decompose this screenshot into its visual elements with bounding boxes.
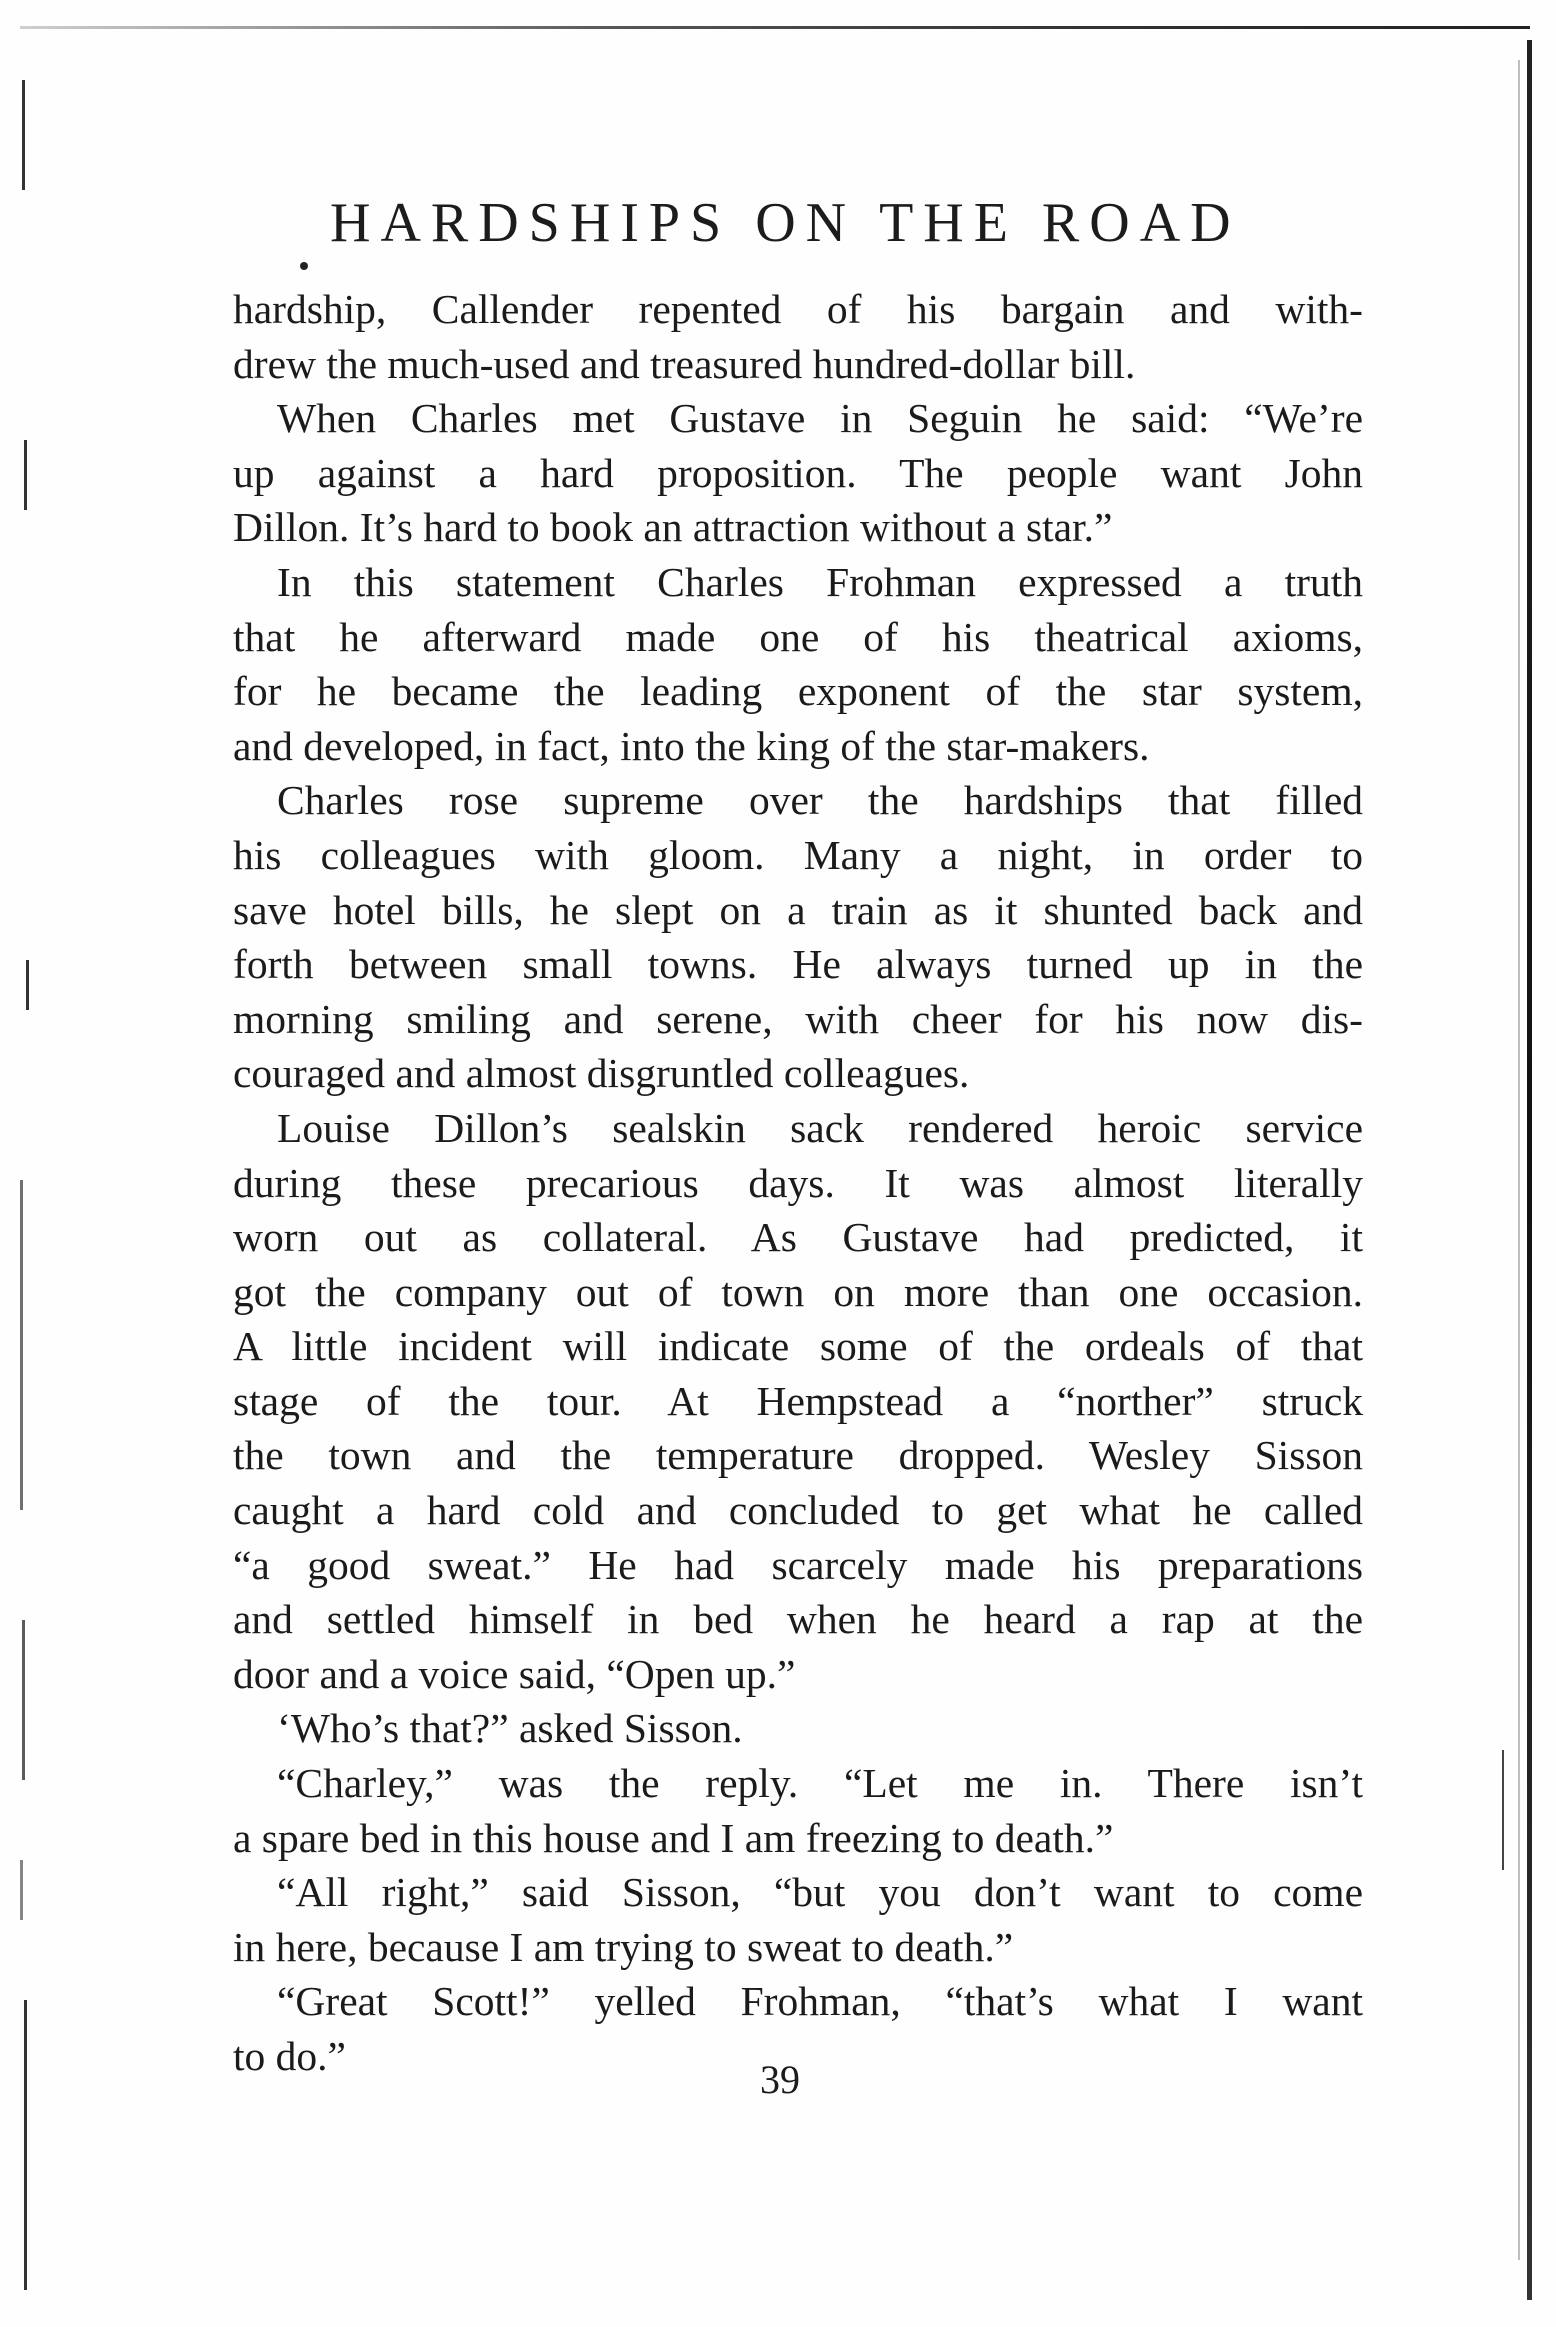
text-line: save hotel bills, he slept on a train as it shunted back and <box>233 886 1363 933</box>
text-line: got the company out of town on more than one occasion. <box>233 1268 1363 1315</box>
paragraph <box>233 1101 1363 1702</box>
text-line: couraged and almost disgruntled colleagues. <box>233 1050 970 1097</box>
running-head: HARDSHIPS ON THE ROAD <box>330 192 1241 254</box>
scan-mark-left <box>22 1620 25 1780</box>
paragraph <box>233 555 1363 773</box>
text-line: Louise Dillon’s sealskin sack rendered heroic service <box>277 1104 1363 1151</box>
ink-dot <box>300 262 308 270</box>
page-number: 39 <box>760 2057 800 2102</box>
scan-mark-left <box>24 2000 27 2290</box>
scan-mark-left <box>20 1180 23 1510</box>
text-line: his colleagues with gloom. Many a night, in order to <box>233 831 1363 878</box>
text-line: A little incident will indicate some of the ordeals of that <box>233 1323 1363 1370</box>
paragraph <box>233 1701 1363 1756</box>
text-line: In this statement Charles Frohman expressed a truth <box>277 558 1363 605</box>
text-line: for he became the leading exponent of the star system, <box>233 668 1363 715</box>
paragraph <box>233 1865 1363 1974</box>
text-line: and developed, in fact, into the king of the star-makers. <box>233 722 1150 769</box>
text-line: forth between small towns. He always turned up in the <box>233 941 1363 988</box>
text-line: caught a hard cold and concluded to get what he called <box>233 1487 1363 1534</box>
text-line: Dillon. It’s hard to book an attraction without a star.” <box>233 504 1113 551</box>
text-line: to do.” <box>233 2033 346 2079</box>
scan-mark-right <box>1502 1750 1504 1870</box>
body-text <box>233 282 1363 2084</box>
text-line: When Charles met Gustave in Seguin he said: “We’re <box>277 395 1363 442</box>
text-line: “Charley,” was the reply. “Let me in. There isn’t <box>277 1760 1363 1807</box>
text-line: morning smiling and serene, with cheer for his now dis- <box>233 995 1363 1042</box>
text-line: “a good sweat.” He had scarcely made his preparations <box>233 1541 1363 1588</box>
text-line: Charles rose supreme over the hardships that filled <box>277 777 1363 824</box>
text-line: during these precarious days. It was almost literally <box>233 1159 1363 1206</box>
scan-mark-left <box>24 440 27 510</box>
scan-mark-left <box>20 1860 23 1920</box>
text-line: drew the much-used and treasured hundred-dollar bill. <box>233 340 1136 387</box>
text-line: a spare bed in this house and I am freezing to death.” <box>233 1814 1114 1861</box>
scan-mark-left <box>22 80 25 190</box>
paragraph <box>233 773 1363 1101</box>
scan-edge-right-inner <box>1518 60 1520 2260</box>
text-line: “All right,” said Sisson, “but you don’t want to come <box>277 1869 1363 1916</box>
paragraph <box>233 391 1363 555</box>
text-line: ‘Who’s that?” asked Sisson. <box>277 1705 743 1752</box>
text-line: in here, because I am trying to sweat to death.” <box>233 1923 1014 1970</box>
text-line: up against a hard proposition. The people want John <box>233 449 1363 496</box>
paragraph <box>233 1756 1363 1865</box>
scan-edge-top <box>20 26 1530 29</box>
scan-edge-right <box>1527 40 1532 2300</box>
text-line: the town and the temperature dropped. Wesley Sisson <box>233 1432 1363 1479</box>
text-line: “Great Scott!” yelled Frohman, “that’s what I want <box>277 1978 1363 2025</box>
text-line: stage of the tour. At Hempstead a “norther” struck <box>233 1377 1363 1424</box>
text-line: worn out as collateral. As Gustave had predicted, it <box>233 1214 1363 1261</box>
text-line: that he afterward made one of his theatrical axioms, <box>233 613 1363 660</box>
text-line: and settled himself in bed when he heard a rap at the <box>233 1596 1363 1643</box>
text-line: door and a voice said, “Open up.” <box>233 1650 796 1697</box>
paragraph <box>233 282 1363 391</box>
text-line: hardship, Callender repented of his bargain and with- <box>233 286 1363 332</box>
scan-mark-left <box>26 960 29 1010</box>
